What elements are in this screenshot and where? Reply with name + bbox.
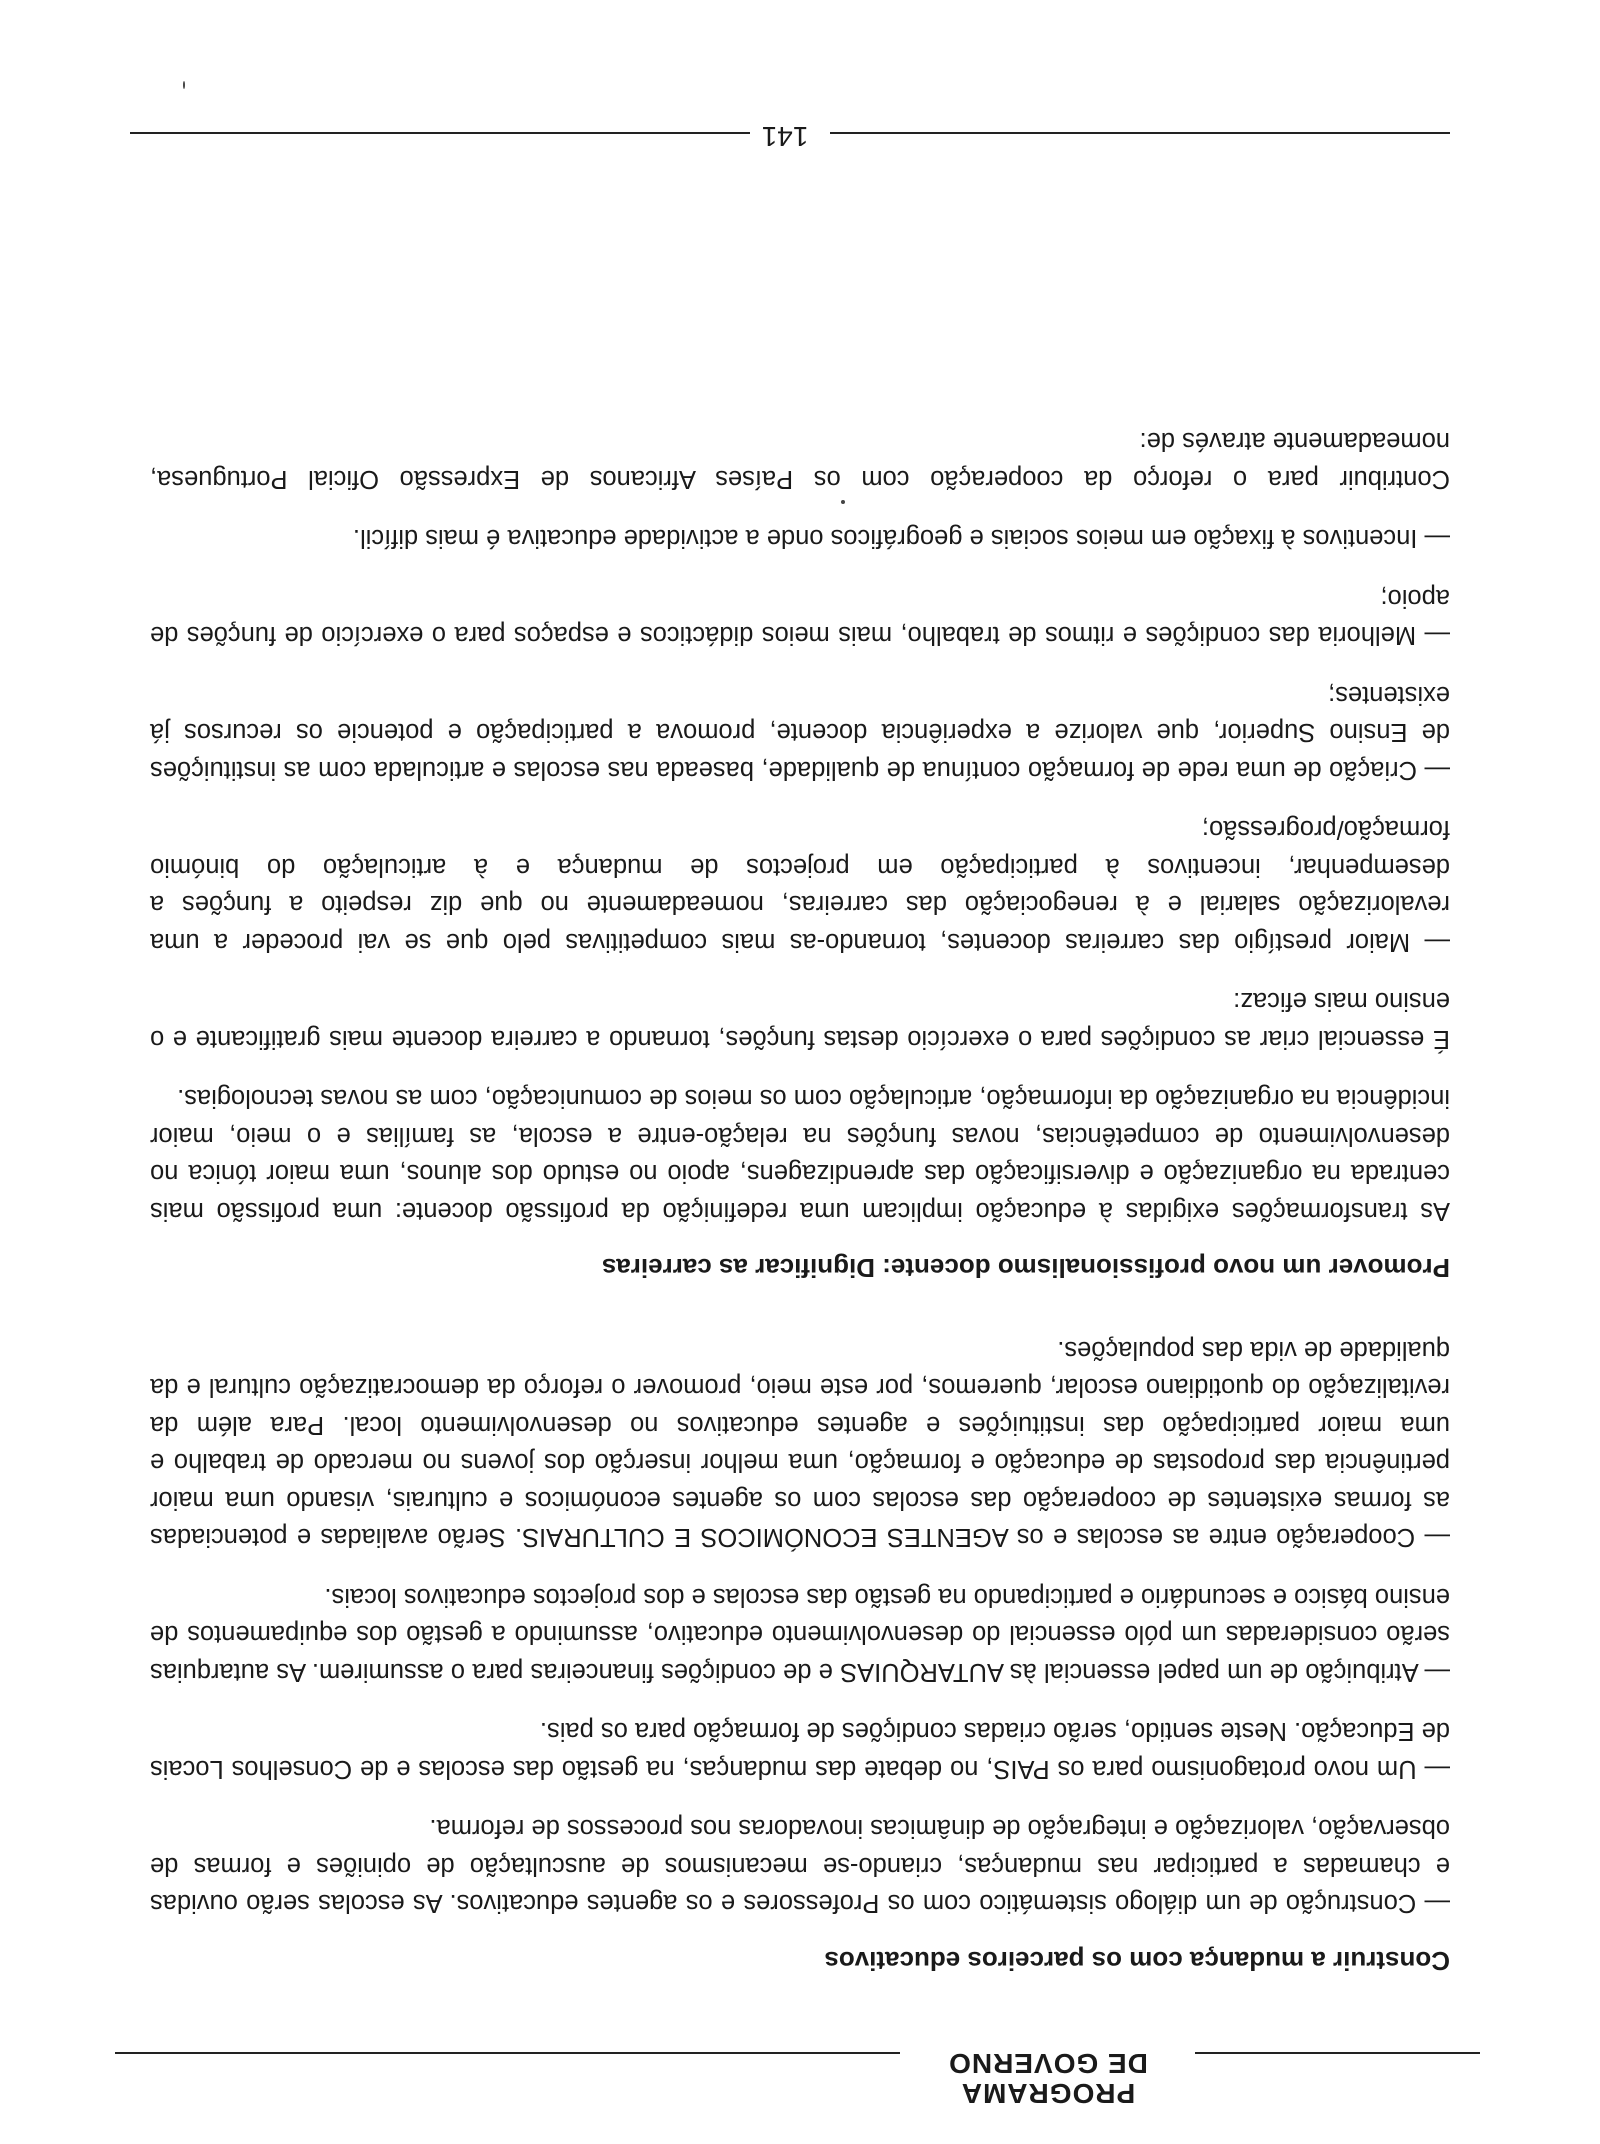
paragraph: Contribuir para o reforço da cooperação com os Países Africanos de Expressão Oficial Portuguesa, nomeadamente através de: [150, 427, 1450, 493]
masthead-line-1: PROGRAMA [960, 2078, 1136, 2109]
page-footer [150, 114, 1450, 154]
masthead-line-2: DE GOVERNO [948, 2048, 1148, 2079]
paragraph: As transformações exigidas à educação implicam uma redefinição da profissão docente: uma profissão mais centrada na organização e diversificação das aprendizagens, apoio no estudo dos alunos, uma maior tónica no desenvolvimento de competências, novas funções na relação-entre a escola, as famílias e o meio, maior incidência na organização da informação, articulação com os meios de comunicação, com as novas tecnologias. [150, 1084, 1450, 1225]
section-heading-profissionalismo: Promover um novo profissionalismo docente: Dignificar as carreiras [601, 1253, 1450, 1284]
paragraph: — Melhoria das condições e ritmos de trabalho, mais meios didácticos e espaços para o exercício de funções de apoio; [150, 584, 1450, 650]
masthead-title [912, 2048, 1184, 2108]
footer-rule-left [830, 132, 1450, 134]
masthead [115, 2036, 1480, 2116]
paragraph: — Um novo protagonismo para os PAIS, no debate das mudanças, na gestão das escolas e de Conselhos Locais de Educação. Neste sentido, serão criadas condições de formação para os pais. [150, 1717, 1450, 1783]
scan-speck [183, 81, 185, 89]
section-heading-parceiros: Construir a mudança com os parceiros educativos [824, 1946, 1450, 1976]
paragraph: — Maior prestígio das carreiras docentes, tornando-as mais competitivas pelo que se vai proceder a uma revalorização salarial e à renegociação das carreiras, nomeadamente no que diz respeito a funções a desempenhar, incentivos à participação em projectos de mudança e à articulação do binómio formação/progressão; [150, 815, 1450, 956]
paragraph: — Cooperação entre as escolas e os AGENTES ECONÓMICOS E CULTURAIS. Serão avaliadas e potenciadas as formas existentes de cooperação das escolas com os agentes económicos e culturais, visando uma maior pertinência das propostas de educação e formação, uma melhor inserção dos jovens no mercado de trabalho e uma maior participação das instituições e agentes educativos no desenvolvimento local. Para além da revitalização do quotidiano escolar, queremos, por este meio, promover o reforço da democratização cultural e da qualidade de vida das populações. [150, 1336, 1450, 1552]
masthead-rule-right [115, 2052, 900, 2054]
paragraph: — Atribuição de um papel essencial às AUTARQUIAS e de condições financeiras para o assumirem. As autarquias serão consideradas um pólo essencial do desenvolvimento educativo, assumindo a gestão dos equipamentos de ensino básico e secundário e participando na gestão das escolas e dos projectos educativos locais. [150, 1583, 1450, 1686]
paragraph: — Criação de uma rede de formação contínua de qualidade, baseada nas escolas e articulada com as instituições de Ensino Superior, que valorize a experiência docente, promova a participação e potencie os recursos já existentes; [150, 681, 1450, 784]
page-number: 141 [761, 121, 809, 152]
paragraph: — Incentivos à fixação em meios sociais e geográficos onde a actividade educativa é mais difícil. [352, 524, 1450, 553]
paragraph: É essencial criar as condições para o exercício destas funções, tornando a carreira docente mais gratificante e o ensino mais eficaz: [150, 987, 1450, 1053]
masthead-rule-left [1195, 2052, 1480, 2054]
footer-rule-right [130, 132, 750, 134]
scan-speck [841, 500, 845, 504]
paragraph: — Construção de um diálogo sistemático com os Professores e os agentes educativos. As escolas serão ouvidas e chamadas a participar nas mudanças, criando-se mecanismos de auscultação de opiniões e formas de observação, valorização e integração de dinâmicas inovadoras nos processos de reforma. [150, 1814, 1450, 1918]
page-body [150, 400, 1450, 1979]
